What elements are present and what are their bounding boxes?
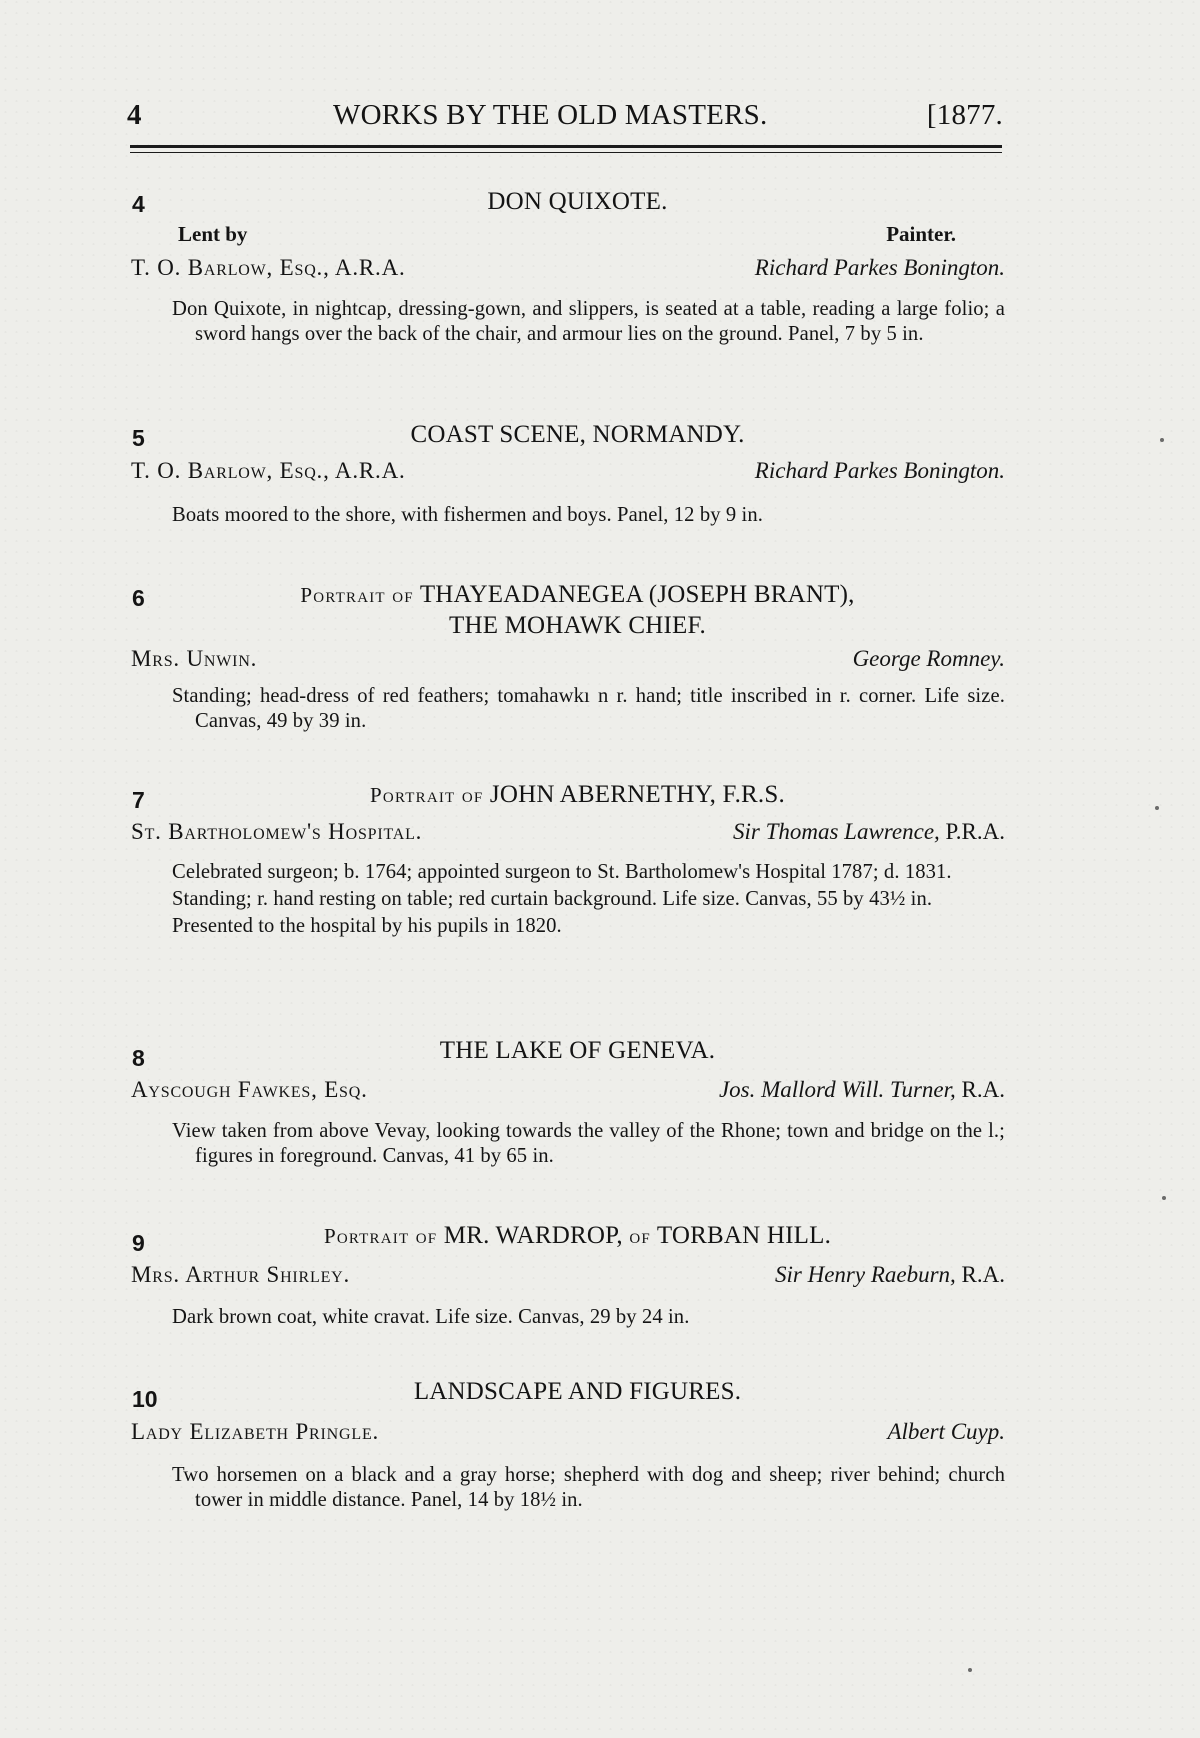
paper-speck [1160,438,1164,442]
entry-title: LANDSCAPE AND FIGURES. [413,1378,742,1405]
paper-speck [968,1668,972,1672]
entry-title: JOHN ABERNETHY, F.R.S. [489,781,785,808]
painter-suffix: P.R.A. [939,819,1005,844]
entry-title-line-1 [150,580,1005,610]
painter: George Romney. [852,646,1005,671]
entry-number: 8 [132,1045,145,1071]
painter: Richard Parkes Bonington. [754,255,1005,280]
painter-suffix: R.A. [955,1077,1005,1102]
painter: Albert Cuyp. [887,1419,1005,1444]
painter: Richard Parkes Bonington. [754,458,1005,483]
description-paragraph: Standing; r. hand resting on table; red curtain background. Life size. Canvas, 55 by 43½ in. [172,888,933,910]
description-paragraph: Don Quixote, in nightcap, dressing-gown, and slippers, is seated at a table, reading a large folio; a sword hangs over the back of the chair, and armour lies on the ground. Panel, 7 by 5 in. [172,298,1005,345]
entry-description [172,503,1005,528]
lender-painter-row [131,1261,1005,1289]
entry-title-line [150,1221,1005,1251]
paper-speck [1155,806,1159,810]
title-connector: of [629,1224,651,1248]
column-labels [178,220,956,248]
lender: St. Bartholomew's Hospital. [131,819,423,844]
entry-number: 5 [132,425,145,451]
title-prefix: Portrait of [323,1224,438,1248]
entry-title-end: TORBAN HILL. [656,1222,832,1249]
entry-title: THAYEADANEGEA (JOSEPH BRANT), [419,581,855,608]
lender: Mrs. Arthur Shirley. [131,1262,351,1287]
lender: Mrs. Unwin. [131,646,258,671]
lender: Ayscough Fawkes, Esq. [131,1077,368,1102]
description-paragraph: Boats moored to the shore, with fishermen and boys. Panel, 12 by 9 in. [172,504,763,526]
lender-painter-row [131,645,1005,673]
entry-number: 6 [132,585,145,611]
entry-description [172,297,1005,347]
entry-title: MR. WARDROP, [443,1222,623,1249]
page-number: 4 [127,99,142,131]
title-prefix: Portrait of [300,583,414,607]
description-paragraph: View taken from above Vevay, looking towards the valley of the Rhone; town and bridge on the l.; figures in foreground. Canvas, 41 by 65 in. [172,1120,1005,1167]
description-paragraph: Celebrated surgeon; b. 1764; appointed surgeon to St. Bartholomew's Hospital 1787; d. 1831. [172,861,952,883]
description-paragraph: Presented to the hospital by his pupils in 1820. [172,915,562,937]
entry-description [172,1463,1005,1513]
lender-painter-row [131,457,1005,485]
lender-painter-row [131,1418,1005,1446]
entry-description [172,1119,1005,1169]
paper-speck [1162,1196,1166,1200]
lender: T. O. Barlow, Esq., A.R.A. [131,458,406,483]
painter-name: Jos. Mallord Will. Turner, [718,1077,956,1102]
entry-description [172,860,1005,939]
catalogue-year: [1877. [926,99,1003,131]
painter-name: Sir Thomas Lawrence, [732,819,940,844]
lender-painter-row [131,1076,1005,1104]
entry-description [172,1305,1005,1330]
entry-title-line [150,780,1005,810]
header-rule-thin [130,152,1002,153]
entry-title: DON QUIXOTE. [487,188,668,215]
painter [775,1261,1005,1289]
entry-title: COAST SCENE, NORMANDY. [410,421,745,448]
entry-title: THE LAKE OF GENEVA. [439,1037,716,1064]
description-paragraph: Dark brown coat, white cravat. Life size. Canvas, 29 by 24 in. [172,1306,690,1328]
painter-label: Painter. [886,222,956,246]
running-title: WORKS BY THE OLD MASTERS. [333,99,768,131]
running-header [127,98,1003,132]
entry-description [172,684,1005,734]
entry-number: 9 [132,1230,145,1256]
title-prefix: Portrait of [370,783,484,807]
painter-suffix: R.A. [955,1262,1005,1287]
lent-by-label: Lent by [178,222,248,246]
description-paragraph: Two horsemen on a black and a gray horse; shepherd with dog and sheep; river behind; church tower in middle distance. Panel, 14 by 18½ in. [172,1464,1005,1511]
description-paragraph: Standing; head-dress of red feathers; tomahawkı n r. hand; title inscribed in r. corner. Life size. Canvas, 49 by 39 in. [172,685,1005,732]
painter-name: Sir Henry Raeburn, [775,1262,956,1287]
entry-number: 4 [132,191,145,217]
entry-number: 10 [132,1386,158,1412]
lender-painter-row [131,254,1005,282]
header-rule-thick [130,145,1002,148]
lender: T. O. Barlow, Esq., A.R.A. [131,255,406,280]
painter [719,1076,1005,1104]
entry-number: 7 [132,787,145,813]
entry-title-line-2: THE MOHAWK CHIEF. [448,612,706,639]
lender-painter-row [131,818,1005,846]
painter [733,818,1005,846]
lender: Lady Elizabeth Pringle. [131,1419,380,1444]
